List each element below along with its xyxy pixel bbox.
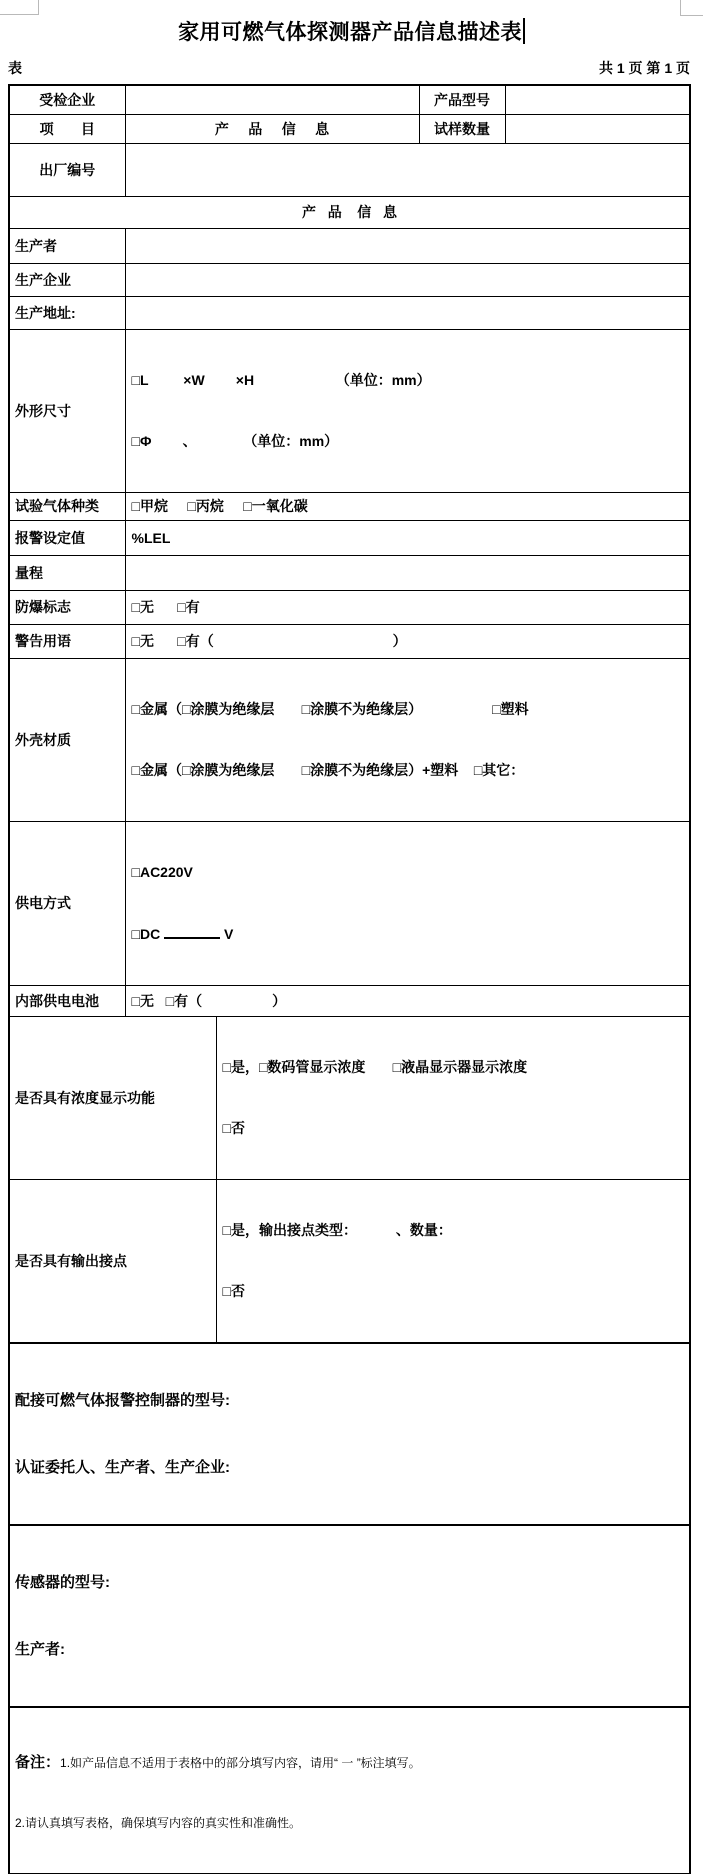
shell-material-label: 外壳材质 — [9, 658, 125, 821]
sensor-producer-line[interactable]: 生产者: — [15, 1640, 65, 1658]
page-corner-marker-left — [0, 0, 39, 15]
row-output-contact — [9, 1179, 690, 1343]
row-manufacturer — [9, 263, 690, 296]
manufacturer-field[interactable] — [125, 263, 690, 296]
output-contact-line2[interactable]: □否 — [222, 1282, 245, 1299]
sensor-info-cell[interactable] — [9, 1525, 690, 1707]
producer-field[interactable] — [125, 228, 690, 263]
concentration-display-line2[interactable]: □否 — [222, 1119, 245, 1136]
row-item — [9, 114, 690, 143]
row-concentration-display — [9, 1016, 690, 1179]
row-inspected-company — [9, 85, 690, 114]
item-label: 项 目 — [9, 114, 125, 143]
warning-words-checkbox-group[interactable]: □无 □有（ ） — [125, 624, 690, 658]
page-count-info: 共 1 页 第 1 页 — [598, 60, 690, 76]
inspected-company-field[interactable] — [125, 85, 419, 114]
product-model-field[interactable] — [505, 85, 690, 114]
row-warning-words — [9, 624, 690, 658]
power-supply-checkbox-group[interactable] — [125, 821, 690, 985]
output-contact-line1[interactable]: □是，输出接点类型： 、数量： — [222, 1221, 452, 1238]
dc-voltage-blank-field[interactable] — [164, 923, 220, 939]
power-supply-dc-line[interactable] — [132, 923, 690, 945]
power-supply-dc-unit: V — [220, 925, 234, 942]
factory-no-field[interactable] — [125, 143, 690, 196]
sample-qty-field[interactable] — [505, 114, 690, 143]
manufacturer-label: 生产企业 — [9, 263, 125, 296]
row-test-gas — [9, 492, 690, 520]
page-corner-marker-right — [680, 0, 703, 16]
power-supply-dc-prefix: □DC — [131, 925, 165, 942]
output-contact-checkbox-group[interactable] — [216, 1179, 690, 1343]
controller-model-line[interactable]: 配接可燃气体报警控制器的型号: — [15, 1391, 230, 1409]
range-field[interactable] — [125, 555, 690, 590]
row-power-supply — [9, 821, 690, 985]
notes-cell — [9, 1707, 690, 1874]
dimensions-label: 外形尺寸 — [9, 329, 125, 492]
row-producer — [9, 228, 690, 263]
concentration-display-checkbox-group[interactable] — [216, 1016, 690, 1179]
row-notes — [9, 1707, 690, 1874]
row-internal-battery — [9, 985, 690, 1016]
range-label: 量程 — [9, 555, 125, 590]
sheet-label: 表 — [8, 60, 22, 76]
factory-no-label: 出厂编号 — [9, 143, 125, 196]
row-shell-material — [9, 658, 690, 821]
explosion-proof-checkbox-group[interactable]: □无 □有 — [125, 590, 690, 624]
notes-label: 备注： — [15, 1753, 61, 1771]
sensor-model-line[interactable]: 传感器的型号: — [15, 1573, 110, 1591]
item-value: 产 品 信 息 — [125, 114, 419, 143]
product-model-label: 产品型号 — [419, 85, 505, 114]
sample-qty-label: 试样数量 — [419, 114, 505, 143]
row-factory-number — [9, 143, 690, 196]
warning-words-label: 警告用语 — [9, 624, 125, 658]
row-section-header — [9, 196, 690, 228]
explosion-proof-label: 防爆标志 — [9, 590, 125, 624]
row-explosion-proof — [9, 590, 690, 624]
shell-material-line1[interactable]: □金属（□涂膜为绝缘层 □涂膜不为绝缘层） □塑料 — [131, 700, 529, 717]
certification-parties-line[interactable]: 认证委托人、生产者、生产企业: — [15, 1458, 230, 1476]
concentration-display-label: 是否具有浓度显示功能 — [9, 1016, 216, 1179]
inspected-company-label: 受检企业 — [9, 85, 125, 114]
controller-info-cell[interactable] — [9, 1343, 690, 1525]
dimensions-line-diameter[interactable]: □Φ 、 （单位：mm） — [131, 432, 339, 449]
concentration-display-line1[interactable]: □是，□数码管显示浓度 □液晶显示器显示浓度 — [222, 1058, 528, 1075]
test-gas-label: 试验气体种类 — [9, 492, 125, 520]
address-field[interactable] — [125, 296, 690, 329]
row-controller-info — [9, 1343, 690, 1525]
shell-material-checkbox-group[interactable] — [125, 658, 690, 821]
row-dimensions — [9, 329, 690, 492]
alarm-setpoint-label: 报警设定值 — [9, 520, 125, 555]
row-alarm-setpoint — [9, 520, 690, 555]
row-sensor-info — [9, 1525, 690, 1707]
row-address — [9, 296, 690, 329]
row-range — [9, 555, 690, 590]
power-supply-ac-line[interactable]: □AC220V — [131, 863, 193, 880]
shell-material-line2[interactable]: □金属（□涂膜为绝缘层 □涂膜不为绝缘层）+塑料 □其它： — [131, 761, 525, 778]
notes-line1 — [15, 1752, 689, 1774]
test-gas-checkbox-group[interactable]: □甲烷 □丙烷 □一氧化碳 — [125, 492, 690, 520]
section-product-info-header: 产 品 信 息 — [9, 196, 690, 228]
dimensions-line-lwh[interactable]: □L ×W ×H （单位：mm） — [131, 371, 431, 388]
internal-battery-checkbox-group[interactable]: □无 □有（ ） — [125, 985, 690, 1016]
text-cursor — [523, 18, 525, 44]
output-contact-label: 是否具有输出接点 — [9, 1179, 216, 1343]
power-supply-label: 供电方式 — [9, 821, 125, 985]
document-title-text: 家用可燃气体探测器产品信息描述表 — [178, 21, 522, 44]
address-label: 生产地址: — [9, 296, 125, 329]
dimensions-field[interactable] — [125, 329, 690, 492]
producer-label: 生产者 — [9, 228, 125, 263]
document-title — [0, 16, 703, 46]
notes-text1: 1.如产品信息不适用于表格中的部分填写内容，请用“ 一 ”标注填写。 — [60, 1755, 421, 1770]
alarm-setpoint-field[interactable]: %LEL — [125, 520, 690, 555]
product-info-form-table — [8, 84, 691, 1874]
notes-line2: 2.请认真填写表格，确保填写内容的真实性和准确性。 — [15, 1815, 302, 1830]
internal-battery-label: 内部供电电池 — [9, 985, 125, 1016]
